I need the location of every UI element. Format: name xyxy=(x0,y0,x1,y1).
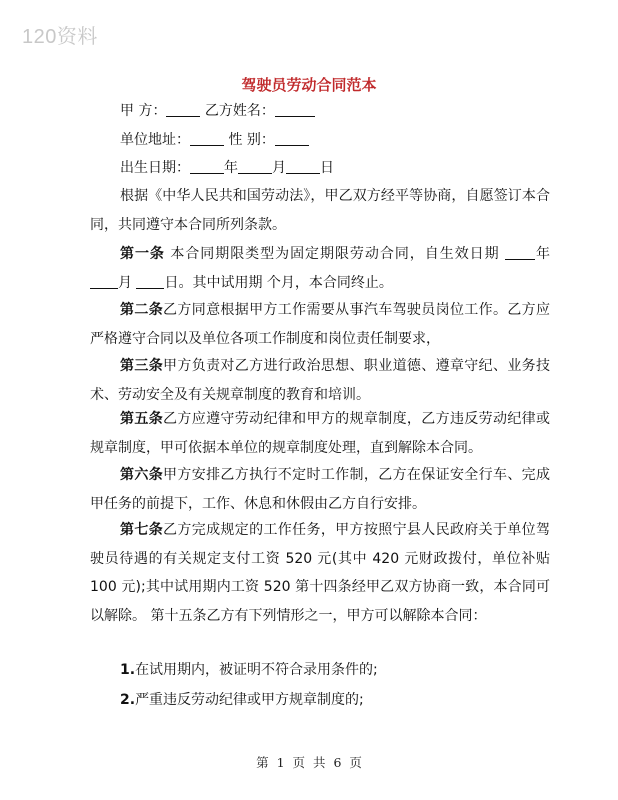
party-a-label: 甲 方： xyxy=(120,103,167,119)
birth-date-label: 出生日期： xyxy=(120,160,190,176)
article-6-text: 甲方安排乙方执行不定时工作制，乙方在保证安全行车、完成甲任务的前提下，工作、休息和休假由乙方自行安排。 xyxy=(90,467,551,512)
party-a-blank xyxy=(166,102,200,117)
birth-month-blank xyxy=(238,159,272,174)
day-label: 日 xyxy=(320,160,334,176)
gender-label: 性 别： xyxy=(228,132,275,148)
article-7-heading: 第七条 xyxy=(120,522,164,538)
field-row-address xyxy=(120,130,309,150)
article-1-month: 月 xyxy=(118,274,132,291)
article-6 xyxy=(90,461,550,518)
list-item-1 xyxy=(90,656,550,685)
unit-address-label: 单位地址： xyxy=(120,132,190,148)
article-6-heading: 第六条 xyxy=(120,467,164,483)
list-item-2 xyxy=(90,686,550,715)
page-footer: 第 1 页 共 6 页 xyxy=(256,755,362,770)
article-5 xyxy=(90,405,550,462)
field-row-birth xyxy=(120,158,334,178)
article-1-text-b: 日。其中试用期 个月，本合同终止。 xyxy=(164,274,393,291)
article-3 xyxy=(90,352,550,409)
unit-address-blank xyxy=(190,131,224,146)
field-row-parties xyxy=(120,101,315,121)
article-7 xyxy=(90,516,550,630)
article-3-heading: 第三条 xyxy=(120,358,164,374)
birth-year-blank xyxy=(190,159,224,174)
birth-day-blank xyxy=(286,159,320,174)
month-label: 月 xyxy=(272,160,286,176)
intro-paragraph: 根据《中华人民共和国劳动法》，甲乙双方经平等协商，自愿签订本合同，共同遵守本合同所列条款。 xyxy=(90,188,550,233)
start-year-blank xyxy=(505,245,535,260)
article-2-heading: 第二条 xyxy=(120,302,164,318)
gender-blank xyxy=(275,131,309,146)
article-1-heading: 第一条 xyxy=(120,246,165,262)
list-item-1-text: 在试用期内，被证明不符合录用条件的; xyxy=(135,662,378,678)
article-1-year: 年 xyxy=(535,246,550,262)
list-item-1-number: 1. xyxy=(120,662,136,678)
article-2-text: 乙方同意根据甲方工作需要从事汽车驾驶员岗位工作。乙方应严格遵守合同以及单位各项工作制度和岗位责任制要求， xyxy=(90,302,551,347)
article-1 xyxy=(90,240,550,297)
party-b-name-blank xyxy=(275,102,315,117)
list-item-2-number: 2. xyxy=(120,692,136,708)
article-2 xyxy=(90,296,550,353)
article-1-text-a: 本合同期限类型为固定期限劳动合同，自生效日期 xyxy=(164,246,506,262)
list-item-2-text: 严重违反劳动纪律或甲方规章制度的; xyxy=(135,692,364,708)
article-3-text: 甲方负责对乙方进行政治思想、职业道德、遵章守纪、业务技术、劳动安全及有关规章制度的教育和培训。 xyxy=(90,358,551,403)
article-5-text: 乙方应遵守劳动纪律和甲方的规章制度，乙方违反劳动纪律或规章制度，甲可依据本单位的规章制度处理，直到解除本合同。 xyxy=(90,411,551,456)
start-day-blank xyxy=(136,274,164,289)
article-5-heading: 第五条 xyxy=(120,411,164,427)
start-month-blank xyxy=(90,274,118,289)
article-7-text: 乙方完成规定的工作任务，甲方按照宁县人民政府关于单位驾驶员待遇的有关规定支付工资 520 元(其中 420 元财政拨付，单位补贴 100 元);其中试用期内工资 520 第十四条经甲乙双方协商一致，本合同可以解除。 第十五条乙方有下列情形之一，甲方可以解除本合同： xyxy=(90,522,551,624)
year-label: 年 xyxy=(224,160,238,176)
party-b-name-label: 乙方姓名： xyxy=(204,103,275,119)
document-title: 驾驶员劳动合同范本 xyxy=(241,76,377,94)
watermark: 120资料 xyxy=(22,26,98,48)
